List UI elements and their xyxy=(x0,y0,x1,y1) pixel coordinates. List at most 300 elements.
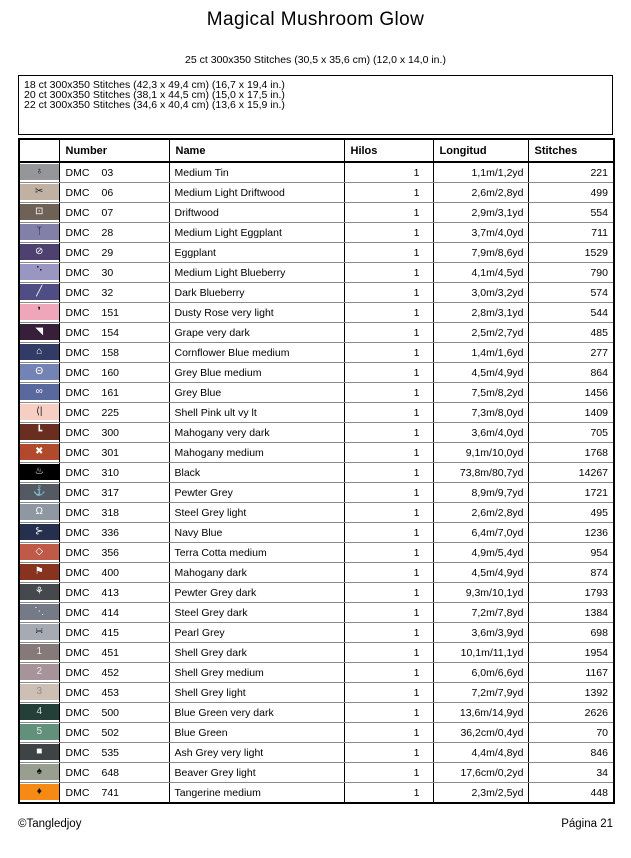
symbol-cell xyxy=(19,643,59,663)
longitud-cell: 7,2m/7,9yd xyxy=(433,683,528,703)
size-line-18ct: 18 ct 300x350 Stitches (42,3 x 49,4 cm) (16,7 x 19,4 in.) xyxy=(24,79,285,91)
hilos-cell: 1 xyxy=(344,183,433,203)
floss-code: 300 xyxy=(101,426,120,439)
hilos-cell: 1 xyxy=(344,243,433,263)
stitches-cell: 574 xyxy=(528,283,614,303)
number-cell xyxy=(59,203,169,223)
stitches-cell: 495 xyxy=(528,503,614,523)
floss-code: 29 xyxy=(101,246,114,259)
number-cell xyxy=(59,383,169,403)
size-line-22ct: 22 ct 300x350 Stitches (34,6 x 40,4 cm) (13,6 x 15,9 in.) xyxy=(24,99,285,111)
stitches-cell: 790 xyxy=(528,263,614,283)
symbol-cell xyxy=(19,423,59,443)
stitches-cell: 698 xyxy=(528,623,614,643)
name-cell: Mahogany medium xyxy=(169,443,344,463)
hilos-cell: 1 xyxy=(344,703,433,723)
name-cell: Steel Grey dark xyxy=(169,603,344,623)
symbol-cell xyxy=(19,623,59,643)
name-cell: Medium Light Driftwood xyxy=(169,183,344,203)
number-cell xyxy=(59,423,169,443)
stitches-cell: 277 xyxy=(528,343,614,363)
symbol-cell xyxy=(19,243,59,263)
brand-label: DMC xyxy=(65,706,90,719)
symbol-cell xyxy=(19,663,59,683)
name-cell: Navy Blue xyxy=(169,523,344,543)
digit-5-icon: 5 xyxy=(20,724,59,740)
floss-code: 158 xyxy=(101,346,120,359)
pentagon-icon: ⌂ xyxy=(20,344,59,360)
stitches-cell: 544 xyxy=(528,303,614,323)
symbol-cell xyxy=(19,403,59,423)
longitud-cell: 2,3m/2,5yd xyxy=(433,783,528,804)
circle-slash-icon: ⊘ xyxy=(20,244,59,260)
number-cell xyxy=(59,783,169,804)
flower-icon: ⚘ xyxy=(20,584,59,600)
floss-code: 336 xyxy=(101,526,120,539)
theta-icon: Θ xyxy=(20,364,59,380)
number-cell xyxy=(59,603,169,623)
symbol-cell xyxy=(19,443,59,463)
hilos-cell: 1 xyxy=(344,223,433,243)
stitches-cell: 874 xyxy=(528,563,614,583)
brand-label: DMC xyxy=(65,226,90,239)
symbol-cell xyxy=(19,743,59,763)
stitches-cell: 221 xyxy=(528,162,614,183)
table-row xyxy=(19,503,614,523)
stitches-cell: 1167 xyxy=(528,663,614,683)
number-cell xyxy=(59,303,169,323)
floss-code: 500 xyxy=(101,706,120,719)
number-cell xyxy=(59,223,169,243)
symbol-cell xyxy=(19,283,59,303)
longitud-cell: 4,9m/5,4yd xyxy=(433,543,528,563)
flag-icon: ⚑ xyxy=(20,564,59,580)
stitches-cell: 448 xyxy=(590,786,608,799)
table-row xyxy=(19,363,614,383)
floss-code: 160 xyxy=(101,366,120,379)
stitches-cell: 1793 xyxy=(528,583,614,603)
table-row xyxy=(19,223,614,243)
page-title: Magical Mushroom Glow xyxy=(206,9,425,30)
longitud-cell: 2,6m/2,8yd xyxy=(433,183,528,203)
hilos-cell: 1 xyxy=(344,263,433,283)
number-cell xyxy=(59,162,169,183)
name-cell: Pewter Grey dark xyxy=(169,583,344,603)
table-row xyxy=(19,303,614,323)
longitud-cell: 10,1m/11,1yd xyxy=(433,643,528,663)
hilos-cell: 1 xyxy=(344,603,433,623)
hilos-cell: 1 xyxy=(344,663,433,683)
page-footer xyxy=(18,818,613,830)
padlock-icon: Ω xyxy=(20,504,59,520)
number-cell xyxy=(59,343,169,363)
name-cell: Ash Grey very light xyxy=(169,743,344,763)
stitches-cell: 954 xyxy=(528,543,614,563)
size-line-20ct: 20 ct 300x350 Stitches (38,1 x 44,5 cm) (15,0 x 17,5 in.) xyxy=(24,89,285,101)
brand-label: DMC xyxy=(65,646,90,659)
name-cell: Pewter Grey xyxy=(169,483,344,503)
brand-label: DMC xyxy=(65,486,90,499)
table-row xyxy=(19,543,614,563)
longitud-cell: 7,2m/7,8yd xyxy=(433,603,528,623)
brand-label: DMC xyxy=(65,766,90,779)
table-row xyxy=(19,723,614,743)
floss-code: 317 xyxy=(101,486,120,499)
table-row xyxy=(19,403,614,423)
hilos-cell: 1 xyxy=(344,723,433,743)
name-cell: Cornflower Blue medium xyxy=(169,343,344,363)
stitches-cell: 1456 xyxy=(528,383,614,403)
number-cell xyxy=(59,743,169,763)
name-cell: Shell Grey light xyxy=(169,683,344,703)
name-cell: Grape very dark xyxy=(169,323,344,343)
floss-code: 301 xyxy=(101,446,120,459)
name-cell: Dusty Rose very light xyxy=(169,303,344,323)
symbol-cell xyxy=(19,563,59,583)
brand-label: DMC xyxy=(65,206,90,219)
floss-legend-table xyxy=(18,138,615,804)
number-cell xyxy=(59,663,169,683)
brand-label: DMC xyxy=(65,586,90,599)
microphone-icon: ♁ xyxy=(20,164,59,180)
table-row xyxy=(19,323,614,343)
table-row xyxy=(19,343,614,363)
longitud-cell: 3,7m/4,0yd xyxy=(433,223,528,243)
table-row xyxy=(19,783,614,804)
hilos-cell: 1 xyxy=(344,623,433,643)
stitches-cell: 14267 xyxy=(528,463,614,483)
corner-block-icon: ┗ xyxy=(20,424,59,440)
brand-label: DMC xyxy=(65,286,90,299)
brand-label: DMC xyxy=(65,666,90,679)
scissors-right-icon: ⊱ xyxy=(20,524,59,540)
name-cell: Blue Green very dark xyxy=(169,703,344,723)
name-cell: Medium Light Blueberry xyxy=(169,263,344,283)
longitud-cell: 6,4m/7,0yd xyxy=(433,523,528,543)
stitches-cell: 2626 xyxy=(528,703,614,723)
brand-label: DMC xyxy=(65,506,90,519)
stitches-cell: 34 xyxy=(528,763,614,783)
number-cell xyxy=(59,543,169,563)
table-row xyxy=(19,643,614,663)
name-cell: Pearl Grey xyxy=(169,623,344,643)
name-cell: Shell Grey dark xyxy=(169,643,344,663)
floss-code: 502 xyxy=(101,726,120,739)
stitches-cell: 1392 xyxy=(528,683,614,703)
brand-label: DMC xyxy=(65,466,90,479)
stitches-cell: 1236 xyxy=(528,523,614,543)
brand-label: DMC xyxy=(65,786,90,799)
table-row xyxy=(19,763,614,783)
floss-code: 451 xyxy=(101,646,120,659)
symbol-cell xyxy=(19,763,59,783)
floss-code: 400 xyxy=(101,566,120,579)
longitud-cell: 7,9m/8,6yd xyxy=(433,243,528,263)
diagonal-stroke-icon: ╱ xyxy=(20,284,59,300)
floss-code: 413 xyxy=(101,586,120,599)
floss-code: 356 xyxy=(101,546,120,559)
stitches-cell: 846 xyxy=(528,743,614,763)
brand-label: DMC xyxy=(65,566,90,579)
symbol-cell xyxy=(19,783,59,804)
digit-3-icon: 3 xyxy=(20,684,59,700)
longitud-cell: 1,1m/1,2yd xyxy=(433,162,528,183)
number-cell xyxy=(59,583,169,603)
infinity-icon: ∞ xyxy=(20,384,59,400)
diamond-icon: ♦ xyxy=(20,784,59,800)
symbol-cell xyxy=(19,162,59,183)
symbol-cell xyxy=(19,383,59,403)
brand-label: DMC xyxy=(65,386,90,399)
longitud-cell: 2,8m/3,1yd xyxy=(433,303,528,323)
hilos-cell: 1 xyxy=(344,283,433,303)
name-cell: Blue Green xyxy=(169,723,344,743)
brand-label: DMC xyxy=(65,686,90,699)
number-cell xyxy=(59,263,169,283)
cross-x-icon: ✖ xyxy=(20,444,59,460)
hilos-cell: 1 xyxy=(344,303,433,323)
brand-label: DMC xyxy=(65,426,90,439)
table-row xyxy=(19,523,614,543)
diamond-outline-icon: ◇ xyxy=(20,544,59,560)
table-row xyxy=(19,423,614,443)
floss-code: 32 xyxy=(101,286,114,299)
number-cell xyxy=(59,483,169,503)
number-cell xyxy=(59,523,169,543)
floss-code: 07 xyxy=(101,206,114,219)
number-cell xyxy=(59,723,169,743)
stitches-cell: 554 xyxy=(528,203,614,223)
floss-code: 310 xyxy=(101,466,120,479)
longitud-cell: 4,1m/4,5yd xyxy=(433,263,528,283)
longitud-cell: 13,6m/14,9yd xyxy=(433,703,528,723)
brand-label: DMC xyxy=(65,406,90,419)
stitches-cell: 1384 xyxy=(528,603,614,623)
canopy-icon: ♨ xyxy=(20,464,59,480)
longitud-cell: 4,4m/4,8yd xyxy=(433,743,528,763)
brand-label: DMC xyxy=(65,266,90,279)
name-cell: Terra Cotta medium xyxy=(169,543,344,563)
symbol-cell xyxy=(19,723,59,743)
symbol-cell xyxy=(19,543,59,563)
table-header-row xyxy=(19,139,614,162)
longitud-cell: 7,5m/8,2yd xyxy=(433,383,528,403)
longitud-cell: 9,3m/10,1yd xyxy=(433,583,528,603)
number-cell xyxy=(59,623,169,643)
brand-label: DMC xyxy=(65,326,90,339)
floss-code: 648 xyxy=(101,766,120,779)
symbol-cell xyxy=(19,263,59,283)
floss-code: 414 xyxy=(101,606,120,619)
table-row xyxy=(19,463,614,483)
two-dots-icon: ⠑ xyxy=(20,264,59,280)
hilos-cell: 1 xyxy=(344,543,433,563)
floss-code: 535 xyxy=(101,746,120,759)
symbol-cell xyxy=(19,503,59,523)
stitches-column-header: Stitches xyxy=(528,139,614,162)
runner-icon: ᛉ xyxy=(20,224,59,240)
name-cell: Steel Grey light xyxy=(169,503,344,523)
floss-code: 03 xyxy=(101,166,114,179)
symbol-cell xyxy=(19,363,59,383)
longitud-cell: 9,1m/10,0yd xyxy=(433,443,528,463)
longitud-column-header: Longitud xyxy=(433,139,528,162)
dots-dash-icon: ∺ xyxy=(20,624,59,640)
table-row xyxy=(19,663,614,683)
hilos-cell: 1 xyxy=(344,503,433,523)
hilos-cell: 1 xyxy=(344,523,433,543)
floss-code: 154 xyxy=(101,326,120,339)
hilos-cell: 1 xyxy=(344,783,433,804)
table-row xyxy=(19,183,614,203)
longitud-cell: 4,5m/4,9yd xyxy=(433,363,528,383)
number-cell xyxy=(59,463,169,483)
table-row xyxy=(19,483,614,503)
longitud-cell: 3,6m/3,9yd xyxy=(433,623,528,643)
floss-code: 151 xyxy=(101,306,120,319)
brand-label: DMC xyxy=(65,546,90,559)
number-cell xyxy=(59,503,169,523)
table-row xyxy=(19,443,614,463)
floss-code: 453 xyxy=(101,686,120,699)
floss-code: 225 xyxy=(101,406,120,419)
longitud-cell: 3,6m/4,0yd xyxy=(433,423,528,443)
scissors-icon: ✂ xyxy=(20,184,59,200)
name-cell: Shell Pink ult vy lt xyxy=(169,403,344,423)
name-cell: Black xyxy=(169,463,344,483)
name-cell: Shell Grey medium xyxy=(169,663,344,683)
diagonal-dots-icon: ⋱ xyxy=(20,604,59,620)
longitud-cell: 7,3m/8,0yd xyxy=(433,403,528,423)
name-cell: Beaver Grey light xyxy=(169,763,344,783)
square-icon: ■ xyxy=(20,744,59,760)
table-row xyxy=(19,583,614,603)
symbol-cell xyxy=(19,683,59,703)
number-cell xyxy=(59,283,169,303)
longitud-cell: 73,8m/80,7yd xyxy=(433,463,528,483)
fabric-size-box xyxy=(18,75,613,135)
corner-square-icon: ◥ xyxy=(20,324,59,340)
hilos-cell: 1 xyxy=(344,463,433,483)
longitud-cell: 2,5m/2,7yd xyxy=(433,323,528,343)
number-cell xyxy=(59,563,169,583)
symbol-cell xyxy=(19,703,59,723)
longitud-cell: 36,2cm/0,4yd xyxy=(433,723,528,743)
longitud-cell: 6,0m/6,6yd xyxy=(433,663,528,683)
longitud-cell: 4,5m/4,9yd xyxy=(433,563,528,583)
brand-label: DMC xyxy=(65,346,90,359)
table-row xyxy=(19,162,614,183)
table-row xyxy=(19,603,614,623)
longitud-cell: 3,0m/3,2yd xyxy=(433,283,528,303)
longitud-cell: 17,6cm/0,2yd xyxy=(433,763,528,783)
brand-label: DMC xyxy=(65,446,90,459)
number-cell xyxy=(59,183,169,203)
symbol-cell xyxy=(19,323,59,343)
symbol-cell xyxy=(19,483,59,503)
hilos-cell: 1 xyxy=(344,423,433,443)
brand-label: DMC xyxy=(65,606,90,619)
symbol-cell xyxy=(19,203,59,223)
hilos-cell: 1 xyxy=(344,563,433,583)
hilos-cell: 1 xyxy=(344,203,433,223)
floss-code: 161 xyxy=(101,386,120,399)
name-cell: Driftwood xyxy=(169,203,344,223)
anchor-icon: ⚓ xyxy=(20,484,59,500)
hilos-cell: 1 xyxy=(344,763,433,783)
name-cell: Grey Blue medium xyxy=(169,363,344,383)
number-cell xyxy=(59,763,169,783)
digit-4-icon: 4 xyxy=(20,704,59,720)
symbol-cell xyxy=(19,183,59,203)
table-row xyxy=(19,203,614,223)
floss-code: 415 xyxy=(101,626,120,639)
hilos-cell: 1 xyxy=(344,583,433,603)
symbol-cell xyxy=(19,343,59,363)
table-row xyxy=(19,703,614,723)
brand-label: DMC xyxy=(65,166,90,179)
hilos-cell: 1 xyxy=(344,162,433,183)
table-row xyxy=(19,243,614,263)
table-row xyxy=(19,263,614,283)
name-cell: Medium Tin xyxy=(169,162,344,183)
name-cell: Mahogany dark xyxy=(169,563,344,583)
hilos-cell: 1 xyxy=(344,323,433,343)
symbol-cell xyxy=(19,583,59,603)
table-row xyxy=(19,743,614,763)
number-cell xyxy=(59,643,169,663)
symbol-cell xyxy=(19,523,59,543)
hilos-cell: 1 xyxy=(344,443,433,463)
stitches-cell: 499 xyxy=(528,183,614,203)
hilos-cell: 1 xyxy=(344,403,433,423)
brand-label: DMC xyxy=(65,306,90,319)
name-cell: Grey Blue xyxy=(169,383,344,403)
pattern-legend-page xyxy=(18,0,613,830)
copyright-text: ©Tangledjoy xyxy=(18,818,82,830)
floss-code: 28 xyxy=(101,226,114,239)
stitches-cell: 485 xyxy=(528,323,614,343)
number-column-header: Number xyxy=(59,139,169,162)
table-row xyxy=(19,283,614,303)
floss-code: 452 xyxy=(101,666,120,679)
pattern-size-subtitle: 25 ct 300x350 Stitches (30,5 x 35,6 cm) (12,0 x 14,0 in.) xyxy=(185,54,446,66)
brand-label: DMC xyxy=(65,626,90,639)
symbol-cell xyxy=(19,303,59,323)
stitches-cell: 1768 xyxy=(528,443,614,463)
symbol-cell xyxy=(19,603,59,623)
table-row xyxy=(19,623,614,643)
number-cell xyxy=(59,703,169,723)
stitches-cell: 70 xyxy=(528,723,614,743)
page-number: Página 21 xyxy=(561,818,613,830)
stitches-cell: 711 xyxy=(528,223,614,243)
hilos-cell: 1 xyxy=(344,483,433,503)
longitud-cell: 2,9m/3,1yd xyxy=(433,203,528,223)
hilos-column-header: Hilos xyxy=(344,139,433,162)
number-cell xyxy=(59,243,169,263)
table-row xyxy=(19,563,614,583)
table-row xyxy=(19,383,614,403)
name-cell: Medium Light Eggplant xyxy=(169,223,344,243)
digit-1-icon: 1 xyxy=(20,644,59,660)
brand-label: DMC xyxy=(65,746,90,759)
stitches-cell: 864 xyxy=(528,363,614,383)
hilos-cell: 1 xyxy=(344,363,433,383)
longitud-cell: 1,4m/1,6yd xyxy=(433,343,528,363)
floss-code: 30 xyxy=(101,266,114,279)
stitches-cell: 1954 xyxy=(528,643,614,663)
